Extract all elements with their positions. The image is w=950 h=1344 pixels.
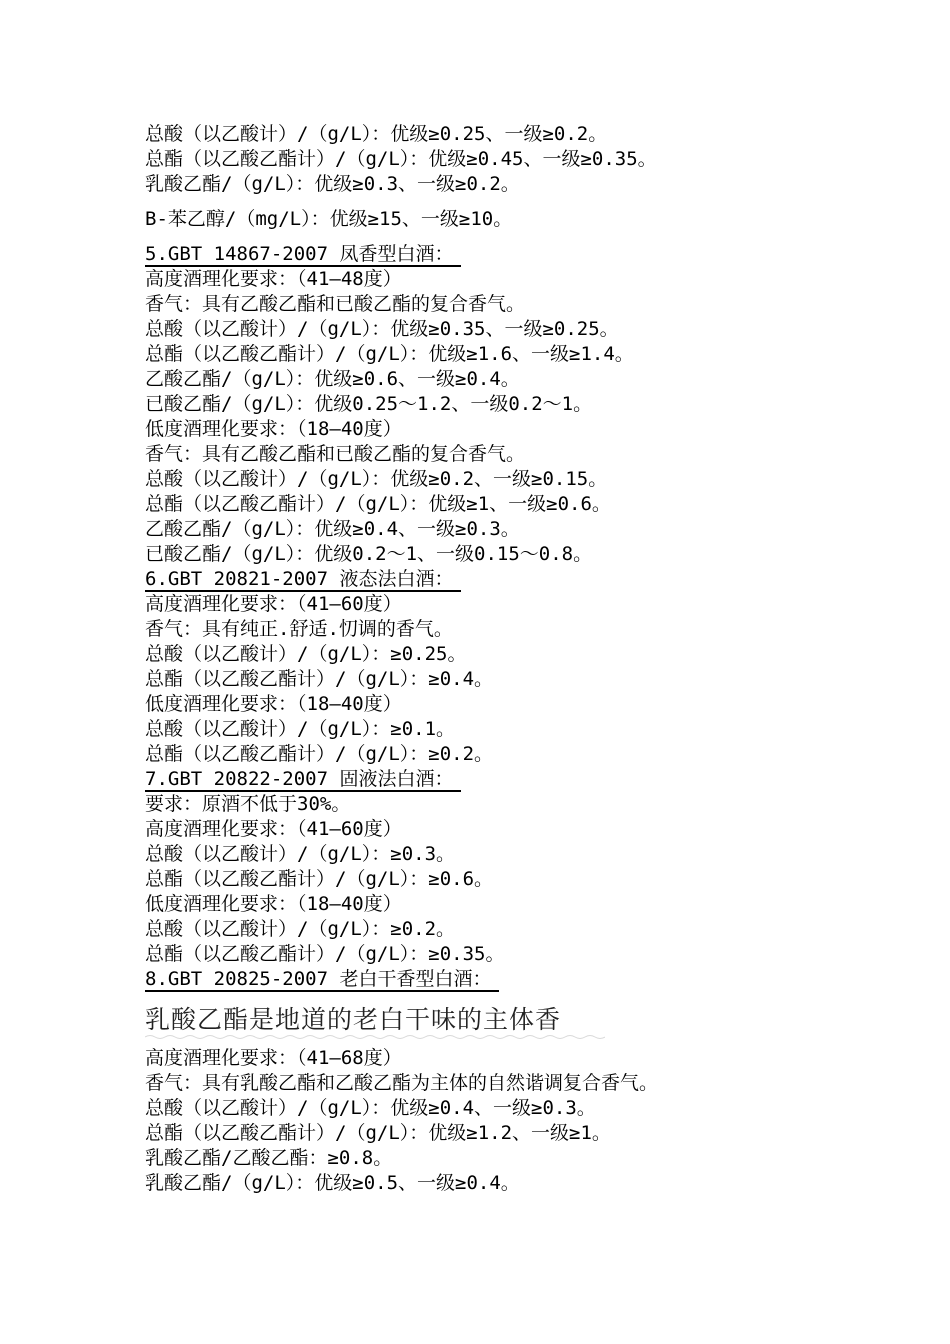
text-line: 总酯（以乙酸乙酯计）/（g/L）：优级≥1、一级≥0.6。 xyxy=(145,493,611,515)
section-number: 6. xyxy=(145,568,168,590)
text-line: 乙酸乙酯/（g/L）：优级≥0.6、一级≥0.4。 xyxy=(145,368,520,390)
section-heading-6 xyxy=(145,567,825,592)
section-heading-underline xyxy=(145,968,499,992)
note-wrapper xyxy=(145,992,825,1046)
section-number: 8. xyxy=(145,968,168,990)
text-line: 总酯（以乙酸乙酯计）/（g/L）：≥0.4。 xyxy=(145,668,494,690)
text-line: 香气：具有乙酸乙酯和已酸乙酯的复合香气。 xyxy=(145,443,526,465)
text-line: 总酯（以乙酸乙酯计）/（g/L）：≥0.6。 xyxy=(145,868,494,890)
text-line: 低度酒理化要求：（18—40度） xyxy=(145,693,402,715)
text-line: 总酸（以乙酸计）/（g/L）：优级≥0.25、一级≥0.2。 xyxy=(145,123,608,145)
section-heading-8 xyxy=(145,967,825,992)
text-line: 低度酒理化要求：（18—40度） xyxy=(145,418,402,440)
text-line: 总酯（以乙酸乙酯计）/（g/L）：优级≥0.45、一级≥0.35。 xyxy=(145,148,657,170)
section-title: GBT 14867-2007 凤香型白酒： xyxy=(167,243,454,265)
section-heading-7 xyxy=(145,767,825,792)
text-line: 总酯（以乙酸乙酯计）/（g/L）：优级≥1.2、一级≥1。 xyxy=(145,1122,611,1144)
text-line: 乙酸乙酯/（g/L）：优级≥0.4、一级≥0.3。 xyxy=(145,518,520,540)
section-number: 5. xyxy=(145,243,168,265)
text-line: 已酸乙酯/（g/L）：优级0.25～1.2、一级0.2～1。 xyxy=(145,393,593,415)
section-number: 7. xyxy=(145,768,168,790)
section-heading-underline xyxy=(145,768,461,792)
text-line: 要求：原酒不低于30%。 xyxy=(145,793,351,815)
handwritten-note xyxy=(145,1004,561,1036)
text-line: 乳酸乙酯/乙酸乙酯：≥0.8。 xyxy=(145,1147,393,1169)
text-line: 总酸（以乙酸计）/（g/L）：优级≥0.35、一级≥0.25。 xyxy=(145,318,619,340)
text-line: 香气：具有乙酸乙酯和已酸乙酯的复合香气。 xyxy=(145,293,526,315)
text-line: 高度酒理化要求：（41—68度） xyxy=(145,1047,402,1069)
section-title: GBT 20821-2007 液态法白酒： xyxy=(167,568,454,590)
text-line: 高度酒理化要求：（41—60度） xyxy=(145,593,402,615)
text-line: 乳酸乙酯/（g/L）：优级≥0.3、一级≥0.2。 xyxy=(145,173,520,195)
section-title: GBT 20825-2007 老白干香型白酒： xyxy=(167,968,492,990)
text-line: 低度酒理化要求：（18—40度） xyxy=(145,893,402,915)
text-line: B-苯乙醇/（mg/L）：优级≥15、一级≥10。 xyxy=(145,208,513,230)
text-line: 总酯（以乙酸乙酯计）/（g/L）：优级≥1.6、一级≥1.4。 xyxy=(145,343,634,365)
text-line: 总酸（以乙酸计）/（g/L）：≥0.2。 xyxy=(145,918,456,940)
section-heading-underline xyxy=(145,243,461,267)
section-title: GBT 20822-2007 固液法白酒： xyxy=(167,768,454,790)
document-body xyxy=(145,122,825,1196)
text-line: 总酸（以乙酸计）/（g/L）：≥0.3。 xyxy=(145,843,456,865)
text-line: 总酯（以乙酸乙酯计）/（g/L）：≥0.35。 xyxy=(145,943,505,965)
text-line: 总酯（以乙酸乙酯计）/（g/L）：≥0.2。 xyxy=(145,743,494,765)
text-line: 高度酒理化要求：（41—60度） xyxy=(145,818,402,840)
handwritten-note-text: 乳酸乙酯是地道的老白干味的主体香 xyxy=(145,1005,562,1034)
text-line: 已酸乙酯/（g/L）：优级0.2～1、一级0.15～0.8。 xyxy=(145,543,593,565)
text-line: 总酸（以乙酸计）/（g/L）：≥0.25。 xyxy=(145,643,467,665)
text-line: 香气：具有纯正.舒适.忉调的香气。 xyxy=(145,618,453,640)
section-heading-underline xyxy=(145,568,461,592)
text-line: 乳酸乙酯/（g/L）：优级≥0.5、一级≥0.4。 xyxy=(145,1172,520,1194)
section-heading-5 xyxy=(145,242,825,267)
text-line: 总酸（以乙酸计）/（g/L）：≥0.1。 xyxy=(145,718,456,740)
wavy-underline-icon xyxy=(145,1034,605,1040)
text-line: 总酸（以乙酸计）/（g/L）：优级≥0.2、一级≥0.15。 xyxy=(145,468,608,490)
text-line: 高度酒理化要求：（41—48度） xyxy=(145,268,402,290)
text-line: 香气：具有乳酸乙酯和乙酸乙酯为主体的自然谐调复合香气。 xyxy=(145,1072,659,1094)
text-line: 总酸（以乙酸计）/（g/L）：优级≥0.4、一级≥0.3。 xyxy=(145,1097,596,1119)
